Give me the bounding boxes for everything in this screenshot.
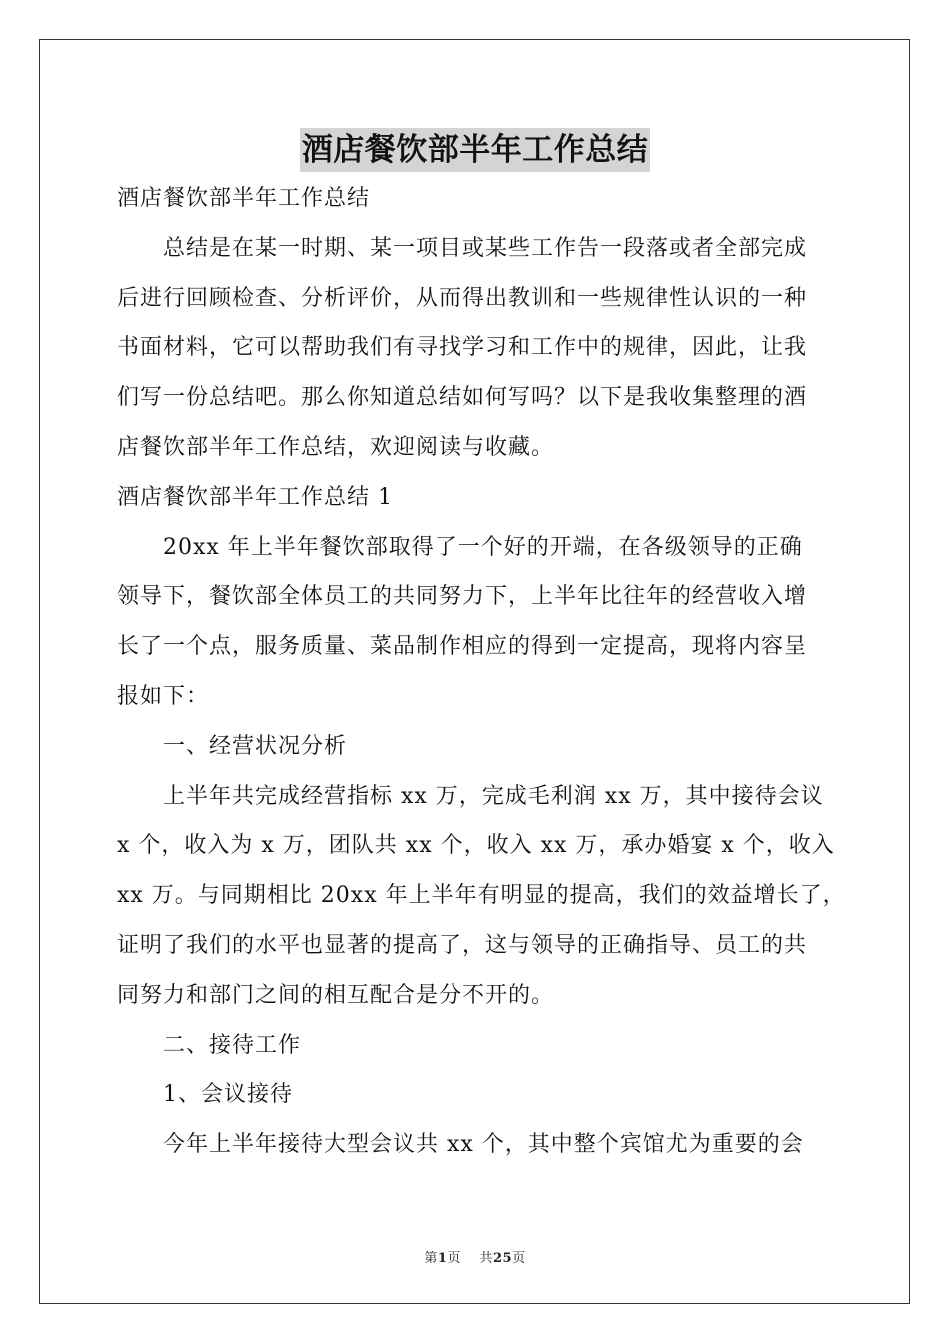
text-line: 证明了我们的水平也显著的提高了，这与领导的正确指导、员工的共 <box>117 932 808 958</box>
text-line: 一、经营状况分析 <box>163 733 348 759</box>
text-line: 酒店餐饮部半年工作总结 1 <box>117 484 393 510</box>
total-prefix: 共 <box>479 1251 493 1266</box>
total-pages: 25 <box>493 1251 513 1266</box>
text-line: 总结是在某一时期、某一项目或某些工作告一段落或者全部完成 <box>163 235 808 261</box>
document-title: 酒店餐饮部半年工作总结 <box>300 128 651 172</box>
page-footer <box>0 1247 950 1266</box>
text-line: 领导下，餐饮部全体员工的共同努力下，上半年比往年的经营收入增 <box>117 584 808 610</box>
text-line: 书面材料，它可以帮助我们有寻找学习和工作中的规律，因此，让我 <box>117 335 808 361</box>
page-number: 1 <box>437 1251 448 1266</box>
text-line: 20xx 年上半年餐饮部取得了一个好的开端，在各级领导的正确 <box>163 534 803 560</box>
text-line: 报如下： <box>117 683 210 709</box>
text-line: 1、会议接待 <box>163 1082 293 1108</box>
text-line: 上半年共完成经营指标 xx 万，完成毛利润 xx 万，其中接待会议 <box>163 783 824 809</box>
text-line: 们写一份总结吧。那么你知道总结如何写吗？以下是我收集整理的酒 <box>117 385 808 411</box>
title-container <box>0 128 950 172</box>
text-line: 长了一个点，服务质量、菜品制作相应的得到一定提高，现将内容呈 <box>117 634 808 660</box>
text-line: xx 万。与同期相比 20xx 年上半年有明显的提高，我们的效益增长了， <box>117 883 846 909</box>
text-line: x 个，收入为 x 万，团队共 xx 个，收入 xx 万，承办婚宴 x 个，收入 <box>117 833 835 859</box>
text-line: 店餐饮部半年工作总结，欢迎阅读与收藏。 <box>117 434 555 460</box>
text-line: 后进行回顾检查、分析评价，从而得出教训和一些规律性认识的一种 <box>117 285 808 311</box>
text-line: 同努力和部门之间的相互配合是分不开的。 <box>117 982 555 1008</box>
total-suffix: 页 <box>512 1251 526 1266</box>
page-suffix: 页 <box>447 1251 461 1266</box>
document-body <box>117 174 846 1170</box>
text-line: 二、接待工作 <box>163 1032 302 1058</box>
text-line: 酒店餐饮部半年工作总结 <box>117 186 371 211</box>
page-prefix: 第 <box>424 1251 438 1266</box>
text-line: 今年上半年接待大型会议共 xx 个，其中整个宾馆尤为重要的会 <box>163 1132 804 1158</box>
